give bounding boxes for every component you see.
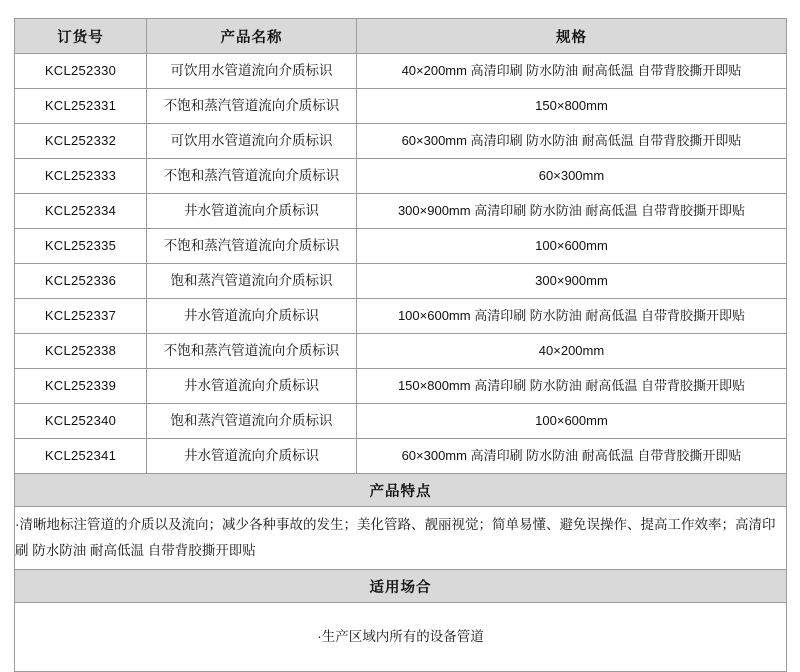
table-header-row [15,19,787,54]
cell-specification: 150×800mm 高清印刷 防水防油 耐高低温 自带背胶撕开即贴 [357,369,787,404]
cell-product-name: 井水管道流向介质标识 [147,194,357,229]
cell-product-name: 不饱和蒸汽管道流向介质标识 [147,229,357,264]
scenarios-title-row [15,570,787,603]
cell-specification: 60×300mm 高清印刷 防水防油 耐高低温 自带背胶撕开即贴 [357,439,787,474]
cell-order-code: KCL252334 [15,194,147,229]
cell-product-name: 饱和蒸汽管道流向介质标识 [147,404,357,439]
cell-specification: 300×900mm [357,264,787,299]
features-text: ·清晰地标注管道的介质以及流向；减少各种事故的发生；美化管路、靓丽视觉；简单易懂、避免误操作、提高工作效率；高清印刷 防水防油 耐高低温 自带背胶撕开即贴 [15,507,787,570]
scenarios-body-row [15,603,787,672]
scenarios-title: 适用场合 [15,570,787,603]
table-row [15,54,787,89]
cell-product-name: 不饱和蒸汽管道流向介质标识 [147,334,357,369]
cell-product-name: 不饱和蒸汽管道流向介质标识 [147,89,357,124]
cell-product-name: 饱和蒸汽管道流向介质标识 [147,264,357,299]
cell-specification: 300×900mm 高清印刷 防水防油 耐高低温 自带背胶撕开即贴 [357,194,787,229]
table-row [15,264,787,299]
cell-specification: 60×300mm [357,159,787,194]
cell-order-code: KCL252331 [15,89,147,124]
cell-product-name: 井水管道流向介质标识 [147,299,357,334]
cell-specification: 100×600mm [357,404,787,439]
cell-specification: 100×600mm 高清印刷 防水防油 耐高低温 自带背胶撕开即贴 [357,299,787,334]
table-row [15,159,787,194]
cell-order-code: KCL252336 [15,264,147,299]
product-spec-table [14,18,787,672]
table-row [15,124,787,159]
cell-product-name: 可饮用水管道流向介质标识 [147,124,357,159]
header-product-name: 产品名称 [147,19,357,54]
cell-order-code: KCL252339 [15,369,147,404]
cell-order-code: KCL252340 [15,404,147,439]
cell-order-code: KCL252337 [15,299,147,334]
table-row [15,334,787,369]
table-row [15,404,787,439]
cell-order-code: KCL252341 [15,439,147,474]
cell-order-code: KCL252338 [15,334,147,369]
cell-order-code: KCL252332 [15,124,147,159]
table-row [15,369,787,404]
cell-specification: 100×600mm [357,229,787,264]
cell-specification: 60×300mm 高清印刷 防水防油 耐高低温 自带背胶撕开即贴 [357,124,787,159]
table-row [15,299,787,334]
cell-specification: 40×200mm 高清印刷 防水防油 耐高低温 自带背胶撕开即贴 [357,54,787,89]
table-row [15,229,787,264]
features-body-row [15,507,787,570]
cell-specification: 150×800mm [357,89,787,124]
header-specification: 规格 [357,19,787,54]
cell-product-name: 不饱和蒸汽管道流向介质标识 [147,159,357,194]
features-title: 产品特点 [15,474,787,507]
cell-order-code: KCL252335 [15,229,147,264]
table-row [15,89,787,124]
scenarios-text: ·生产区域内所有的设备管道 [15,603,787,672]
table-row [15,439,787,474]
features-title-row [15,474,787,507]
cell-product-name: 井水管道流向介质标识 [147,369,357,404]
cell-order-code: KCL252330 [15,54,147,89]
cell-specification: 40×200mm [357,334,787,369]
cell-product-name: 可饮用水管道流向介质标识 [147,54,357,89]
cell-product-name: 井水管道流向介质标识 [147,439,357,474]
cell-order-code: KCL252333 [15,159,147,194]
table-row [15,194,787,229]
header-order-code: 订货号 [15,19,147,54]
